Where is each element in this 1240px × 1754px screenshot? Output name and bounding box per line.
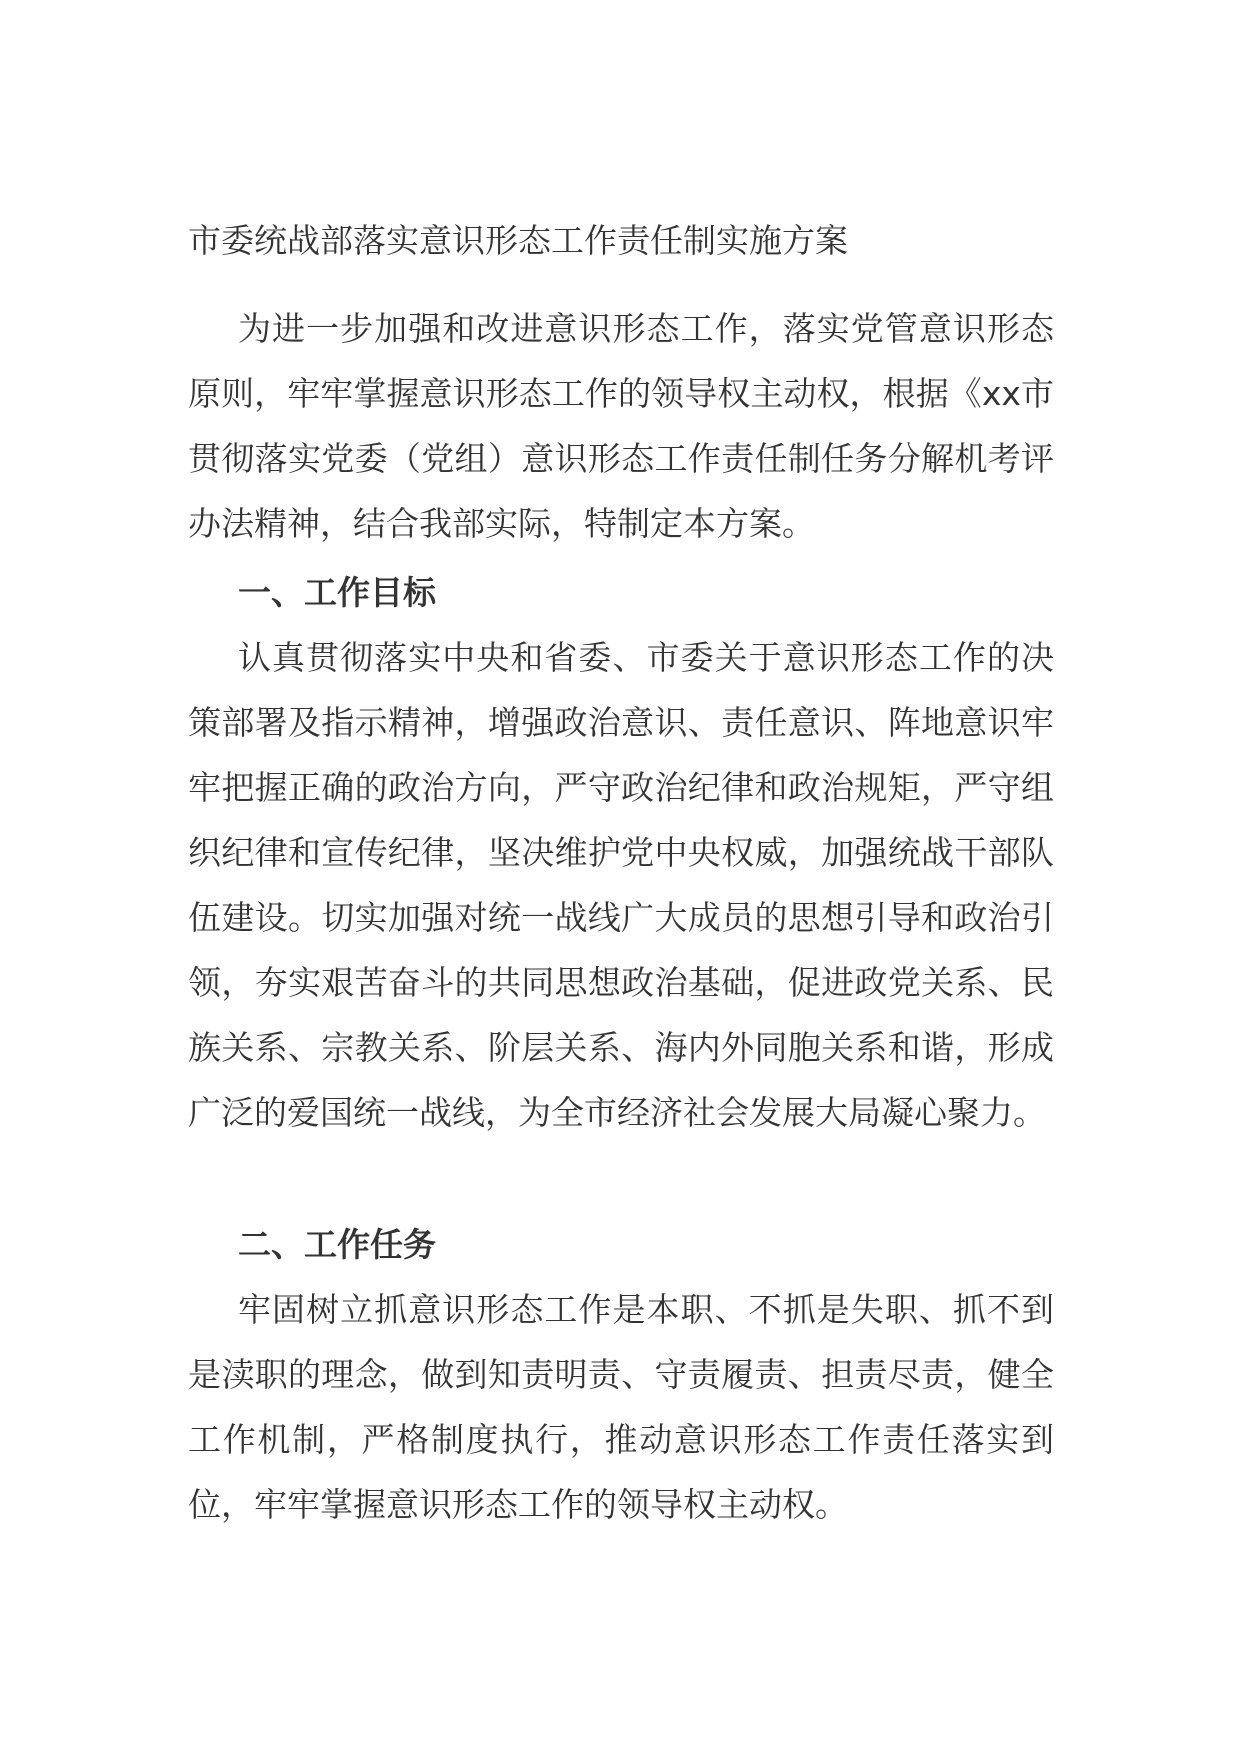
document-title: 市委统战部落实意识形态工作责任制实施方案: [188, 221, 848, 260]
section-body-work-goal: 认真贯彻落实中央和省委、市委关于意识形态工作的决策部署及指示精神，增强政治意识、责任意识、阵地意识牢牢把握正确的政治方向，严守政治纪律和政治规矩，严守组织纪律和宣传纪律，坚决维护党中央权威，加强统战干部队伍建设。切实加强对统一战线广大成员的思想引导和政治引领，夯实艰苦奋斗的共同思想政治基础，促进政党关系、民族关系、宗教关系、阶层关系、海内外同胞关系和谐，形成广泛的爱国统一战线，为全市经济社会发展大局凝心聚力。: [188, 638, 1054, 1132]
section-heading-work-task: 二、工作任务: [238, 1225, 436, 1264]
section-heading-work-goal: 一、工作目标: [238, 573, 436, 612]
intro-paragraph: 为进一步加强和改进意识形态工作，落实党管意识形态原则，牢牢掌握意识形态工作的领导权主动权，根据《xx市贯彻落实党委（党组）意识形态工作责任制任务分解机考评办法精神，结合我部实际，特制定本方案。: [188, 309, 1054, 543]
section-body-work-task: 牢固树立抓意识形态工作是本职、不抓是失职、抓不到是渎职的理念，做到知责明责、守责履责、担责尽责，健全工作机制，严格制度执行，推动意识形态工作责任落实到位，牢牢掌握意识形态工作的领导权主动权。: [188, 1290, 1054, 1524]
